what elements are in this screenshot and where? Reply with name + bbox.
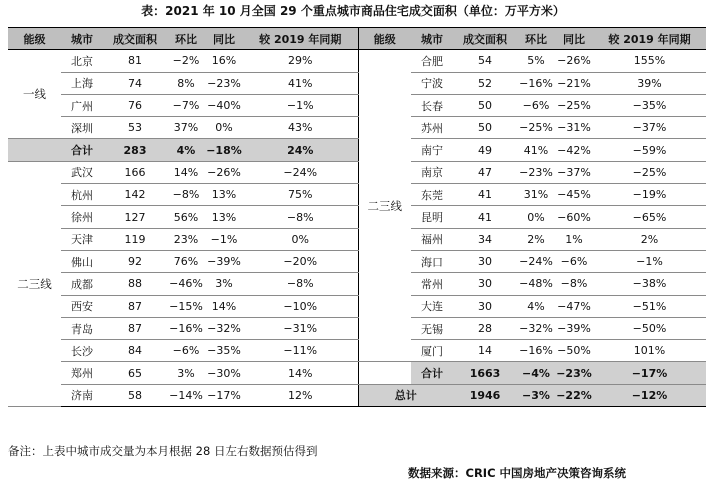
header-city-right: 城市 — [411, 28, 453, 50]
cell-area-right: 50 — [453, 117, 517, 139]
cell-vs-2019: 14% — [243, 362, 358, 384]
cell-yoy-right: −45% — [555, 184, 593, 206]
cell-yoy: 14% — [205, 295, 243, 317]
header-city: 城市 — [61, 28, 103, 50]
total-mom: −3% — [517, 384, 555, 406]
cell-city: 武汉 — [61, 161, 103, 183]
cell-area: 87 — [103, 295, 167, 317]
cell-mom: 8% — [167, 72, 205, 94]
cell-area-right: 30 — [453, 295, 517, 317]
cell-mom-right: 2% — [517, 228, 555, 250]
cell-vs-2019-right: 155% — [593, 50, 706, 72]
table-row — [8, 206, 706, 228]
cell-yoy-right: 1% — [555, 228, 593, 250]
cell-area: 65 — [103, 362, 167, 384]
cell-vs-2019-right: −59% — [593, 139, 706, 161]
total-area: 1946 — [453, 384, 517, 406]
cell-area: 81 — [103, 50, 167, 72]
cell-city: 西安 — [61, 295, 103, 317]
cell-yoy-right: −60% — [555, 206, 593, 228]
table-row — [8, 295, 706, 317]
header-level: 能级 — [8, 28, 61, 50]
cell-yoy-right: −21% — [555, 72, 593, 94]
table-row — [8, 117, 706, 139]
cell-area: 87 — [103, 317, 167, 339]
cell-city: 北京 — [61, 50, 103, 72]
cell-mom: −16% — [167, 317, 205, 339]
subtotal-city-right: 合计 — [411, 362, 453, 384]
table-row — [8, 94, 706, 116]
cell-city: 徐州 — [61, 206, 103, 228]
total-yoy: −22% — [555, 384, 593, 406]
cell-city-right: 昆明 — [411, 206, 453, 228]
header-mom-right: 环比 — [517, 28, 555, 50]
cell-yoy-right: −50% — [555, 340, 593, 362]
cell-yoy-right: −47% — [555, 295, 593, 317]
total-vs-2019: −12% — [593, 384, 706, 406]
cell-mom: −6% — [167, 340, 205, 362]
table-row — [8, 50, 706, 72]
cell-vs-2019: 41% — [243, 72, 358, 94]
cell-yoy-right: −8% — [555, 273, 593, 295]
cell-city-right: 厦门 — [411, 340, 453, 362]
cell-area: 53 — [103, 117, 167, 139]
cell-yoy: −17% — [205, 384, 243, 406]
subtotal-area-right: 1663 — [453, 362, 517, 384]
cell-vs-2019-right: −1% — [593, 250, 706, 272]
header-area-right: 成交面积 — [453, 28, 517, 50]
cell-area-right: 30 — [453, 273, 517, 295]
cell-yoy-right: −25% — [555, 94, 593, 116]
cell-area: 119 — [103, 228, 167, 250]
cell-vs-2019-right: −37% — [593, 117, 706, 139]
cell-vs-2019-right: −19% — [593, 184, 706, 206]
cell-vs-2019: 29% — [243, 50, 358, 72]
subtotal-yoy-right: −23% — [555, 362, 593, 384]
table-row — [8, 72, 706, 94]
cell-vs-2019: −20% — [243, 250, 358, 272]
cell-area-right: 54 — [453, 50, 517, 72]
cell-mom-right: 41% — [517, 139, 555, 161]
table-row — [8, 184, 706, 206]
cell-yoy-right: −31% — [555, 117, 593, 139]
cell-city-right: 苏州 — [411, 117, 453, 139]
cell-area: 127 — [103, 206, 167, 228]
cell-mom-right: 4% — [517, 295, 555, 317]
cell-mom-right: −48% — [517, 273, 555, 295]
cell-vs-2019-right: 39% — [593, 72, 706, 94]
cell-area: 58 — [103, 384, 167, 406]
cell-city-right: 宁波 — [411, 72, 453, 94]
cell-area-right: 47 — [453, 161, 517, 183]
cell-area: 92 — [103, 250, 167, 272]
cell-yoy: −26% — [205, 161, 243, 183]
cell-mom: −7% — [167, 94, 205, 116]
subtotal-vs-2019-right: −17% — [593, 362, 706, 384]
cell-city-right: 南宁 — [411, 139, 453, 161]
cell-city: 成都 — [61, 273, 103, 295]
cell-city-right: 合肥 — [411, 50, 453, 72]
cell-city: 天津 — [61, 228, 103, 250]
table-title: 表：2021 年 10 月全国 29 个重点城市商品住宅成交面积（单位：万平方米） — [141, 4, 565, 18]
cell-mom: −2% — [167, 50, 205, 72]
cell-area: 74 — [103, 72, 167, 94]
cell-vs-2019-right: −51% — [593, 295, 706, 317]
cell-city: 深圳 — [61, 117, 103, 139]
subtotal-area: 283 — [103, 139, 167, 161]
cell-city-right: 无锡 — [411, 317, 453, 339]
cell-city: 济南 — [61, 384, 103, 406]
cell-city: 杭州 — [61, 184, 103, 206]
cell-area: 76 — [103, 94, 167, 116]
cell-vs-2019-right: 101% — [593, 340, 706, 362]
cell-yoy: −30% — [205, 362, 243, 384]
cell-vs-2019-right: −25% — [593, 161, 706, 183]
header-vs-2019: 较 2019 年同期 — [243, 28, 358, 50]
level-tier1: 一线 — [8, 50, 61, 139]
cell-vs-2019-right: −50% — [593, 317, 706, 339]
cell-yoy: −40% — [205, 94, 243, 116]
cell-mom: 76% — [167, 250, 205, 272]
cell-vs-2019: 43% — [243, 117, 358, 139]
header-yoy: 同比 — [205, 28, 243, 50]
cell-vs-2019-right: −65% — [593, 206, 706, 228]
header-area: 成交面积 — [103, 28, 167, 50]
header-row — [8, 28, 706, 50]
cell-vs-2019: −8% — [243, 273, 358, 295]
cell-vs-2019: −8% — [243, 206, 358, 228]
subtotal-spacer-right — [358, 362, 411, 384]
subtotal-yoy: −18% — [205, 139, 243, 161]
cell-area-right: 50 — [453, 94, 517, 116]
cell-yoy: −35% — [205, 340, 243, 362]
cell-city: 长沙 — [61, 340, 103, 362]
cell-city-right: 南京 — [411, 161, 453, 183]
cell-mom-right: −23% — [517, 161, 555, 183]
cell-area-right: 49 — [453, 139, 517, 161]
cell-yoy-right: −37% — [555, 161, 593, 183]
cell-area-right: 41 — [453, 184, 517, 206]
cell-area-right: 30 — [453, 250, 517, 272]
transaction-area-table — [8, 27, 706, 407]
cell-yoy: 13% — [205, 184, 243, 206]
cell-city-right: 海口 — [411, 250, 453, 272]
footnote: 备注：上表中城市成交量为本月根据 28 日左右数据预估得到 — [8, 444, 318, 458]
header-vs-2019-right: 较 2019 年同期 — [593, 28, 706, 50]
cell-vs-2019-right: −38% — [593, 273, 706, 295]
cell-vs-2019-right: 2% — [593, 228, 706, 250]
level-tier23-right: 二三线 — [358, 50, 411, 362]
cell-yoy-right: −26% — [555, 50, 593, 72]
cell-mom: −46% — [167, 273, 205, 295]
cell-city: 佛山 — [61, 250, 103, 272]
cell-mom-right: −32% — [517, 317, 555, 339]
cell-yoy: −23% — [205, 72, 243, 94]
cell-yoy: −1% — [205, 228, 243, 250]
table-row — [8, 384, 706, 406]
cell-mom: 14% — [167, 161, 205, 183]
cell-yoy: 0% — [205, 117, 243, 139]
cell-vs-2019: −1% — [243, 94, 358, 116]
total-label: 总计 — [358, 384, 453, 406]
cell-area-right: 52 — [453, 72, 517, 94]
cell-vs-2019: −11% — [243, 340, 358, 362]
cell-vs-2019: −31% — [243, 317, 358, 339]
cell-city: 广州 — [61, 94, 103, 116]
level-tier23-left: 二三线 — [8, 161, 61, 406]
cell-mom-right: 5% — [517, 50, 555, 72]
cell-yoy: −39% — [205, 250, 243, 272]
cell-mom-right: −6% — [517, 94, 555, 116]
cell-yoy-right: −42% — [555, 139, 593, 161]
table-row — [8, 273, 706, 295]
cell-city-right: 东莞 — [411, 184, 453, 206]
table-row — [8, 161, 706, 183]
subtotal-spacer — [8, 139, 61, 161]
table-row — [8, 317, 706, 339]
header-yoy-right: 同比 — [555, 28, 593, 50]
cell-yoy: 13% — [205, 206, 243, 228]
cell-mom-right: −16% — [517, 72, 555, 94]
cell-mom: 56% — [167, 206, 205, 228]
table-row — [8, 228, 706, 250]
table-row — [8, 340, 706, 362]
cell-vs-2019: 0% — [243, 228, 358, 250]
cell-city-right: 常州 — [411, 273, 453, 295]
cell-city: 青岛 — [61, 317, 103, 339]
cell-mom-right: 0% — [517, 206, 555, 228]
cell-area-right: 41 — [453, 206, 517, 228]
cell-mom: −15% — [167, 295, 205, 317]
cell-yoy-right: −39% — [555, 317, 593, 339]
subtotal-mom: 4% — [167, 139, 205, 161]
cell-mom-right: 31% — [517, 184, 555, 206]
table-row — [8, 250, 706, 272]
subtotal-city: 合计 — [61, 139, 103, 161]
cell-yoy-right: −6% — [555, 250, 593, 272]
cell-vs-2019: −10% — [243, 295, 358, 317]
cell-city-right: 长春 — [411, 94, 453, 116]
cell-yoy: −32% — [205, 317, 243, 339]
cell-mom-right: −25% — [517, 117, 555, 139]
cell-yoy: 16% — [205, 50, 243, 72]
cell-mom: 37% — [167, 117, 205, 139]
cell-area-right: 14 — [453, 340, 517, 362]
cell-yoy: 3% — [205, 273, 243, 295]
cell-city: 郑州 — [61, 362, 103, 384]
cell-area: 84 — [103, 340, 167, 362]
subtotal-mom-right: −4% — [517, 362, 555, 384]
header-mom: 环比 — [167, 28, 205, 50]
table-row — [8, 362, 706, 384]
cell-mom-right: −16% — [517, 340, 555, 362]
cell-mom: −8% — [167, 184, 205, 206]
cell-vs-2019: 12% — [243, 384, 358, 406]
cell-area: 166 — [103, 161, 167, 183]
cell-mom: 3% — [167, 362, 205, 384]
subtotal-vs-2019: 24% — [243, 139, 358, 161]
table-body — [8, 28, 706, 407]
cell-city: 上海 — [61, 72, 103, 94]
cell-area: 88 — [103, 273, 167, 295]
cell-vs-2019: −24% — [243, 161, 358, 183]
cell-area: 142 — [103, 184, 167, 206]
cell-vs-2019-right: −35% — [593, 94, 706, 116]
cell-mom: −14% — [167, 384, 205, 406]
data-source: 数据来源：CRIC 中国房地产决策咨询系统 — [408, 466, 627, 480]
cell-area-right: 28 — [453, 317, 517, 339]
table-row — [8, 139, 706, 161]
cell-vs-2019: 75% — [243, 184, 358, 206]
cell-mom-right: −24% — [517, 250, 555, 272]
cell-mom: 23% — [167, 228, 205, 250]
header-level-right: 能级 — [358, 28, 411, 50]
cell-area-right: 34 — [453, 228, 517, 250]
cell-city-right: 福州 — [411, 228, 453, 250]
cell-city-right: 大连 — [411, 295, 453, 317]
